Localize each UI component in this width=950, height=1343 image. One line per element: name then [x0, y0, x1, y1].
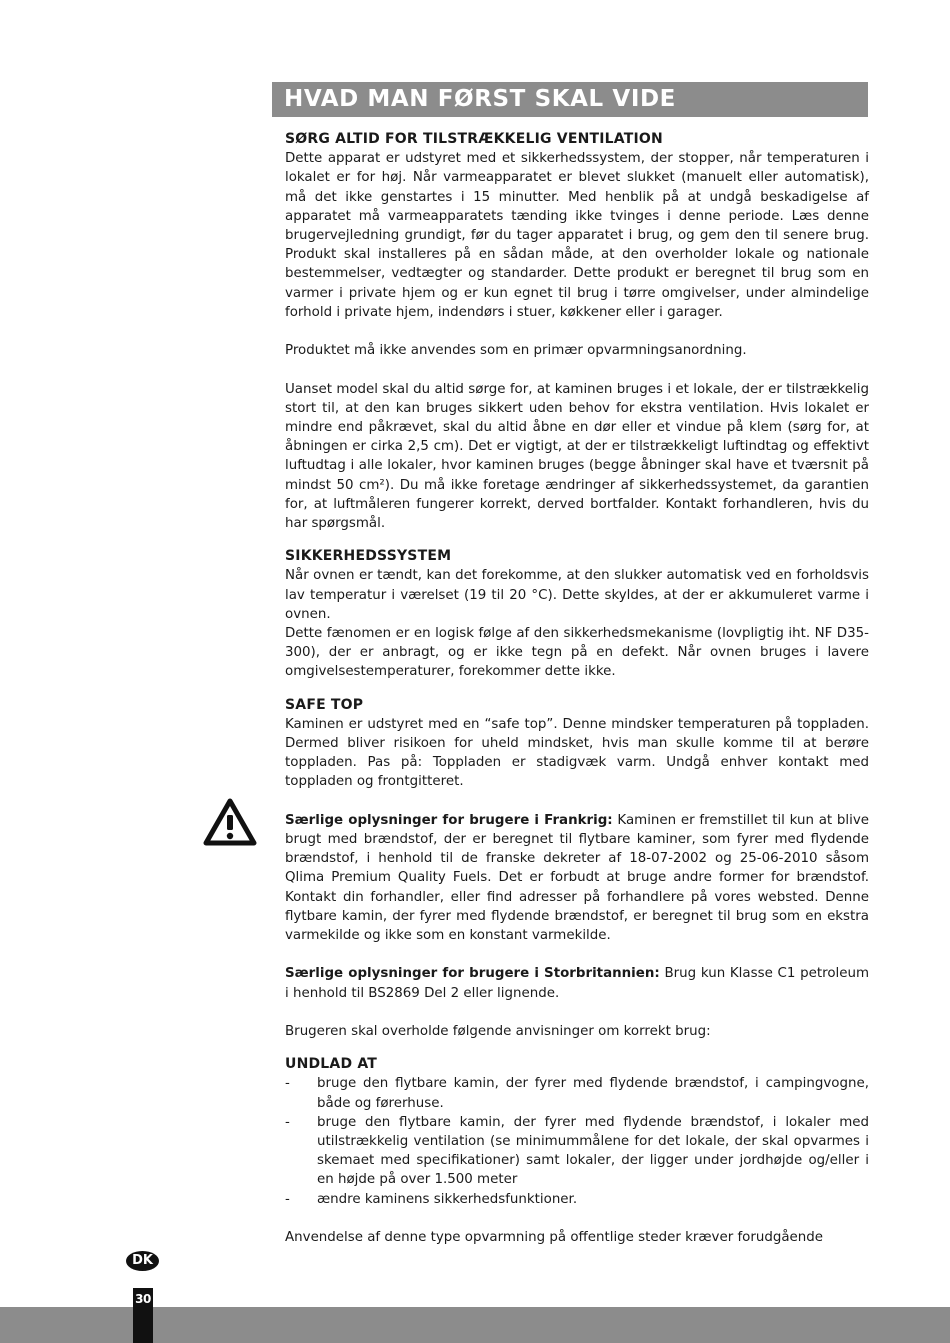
list-item-text: bruge den flytbare kamin, der fyrer med flydende brændstof, i campingvogne, både og førerhuse. — [317, 1076, 869, 1111]
list-item — [285, 1074, 869, 1112]
uk-text: Brug kun Klasse C1 petroleum i henhold til BS2869 Del 2 eller lignende. — [285, 966, 869, 1001]
list-item — [285, 1113, 869, 1190]
avoid-list — [285, 1074, 869, 1208]
section-title: HVAD MAN FØRST SKAL VIDE — [284, 86, 676, 112]
page-number-tab — [133, 1288, 153, 1343]
heading-safety-system: SIKKERHEDSSYSTEM — [285, 548, 452, 565]
heading-safe-top: SAFE TOP — [285, 696, 364, 713]
document-body — [285, 130, 869, 1247]
paragraph-ventilation-3: Uanset model skal du altid sørge for, at kaminen bruges i et lokale, der er tilstrækkelig stort til, at den kan bruges sikkert uden behov for ekstra ventilation. Hvis lokalet er mindre end påkrævet, skal du altid åbne en dør eller et vindue på klem (sørg for, at åbningen er cirka 2,5 cm). Det er vigtigt, at der er tilstrækkeligt luftindtag og effektivt luftudtag i alle lokaler, hvor kaminen bruges (begge åbninger skal have et tværsnit på mindst 50 cm²). Du må ikke foretage ændringer af sikkerhedssystemet, da garantien for, at luftmåleren fungerer korrekt, derved bortfalder. Kontakt forhandleren, hvis du har spørgsmål. — [285, 381, 869, 532]
page-number: 30 — [135, 1292, 151, 1306]
list-item-text: bruge den flytbare kamin, der fyrer med flydende brændstof, i lokaler med utilstrækkelig ventilation (se minimummålene for det lokale, der skal opvarmes i skemaet med specifikationer) samt lokaler, der ligger under jordhøjde og/eller i en højde på over 1.500 meter — [317, 1114, 869, 1188]
dash-bullet: - — [285, 1191, 290, 1207]
warning-triangle-icon — [203, 798, 257, 846]
heading-avoid: UNDLAD AT — [285, 1056, 378, 1073]
heading-ventilation: SØRG ALTID FOR TILSTRÆKKELIG VENTILATION — [285, 131, 663, 147]
language-badge: DK — [126, 1251, 159, 1271]
list-item — [285, 1190, 869, 1209]
dash-bullet: - — [285, 1114, 290, 1130]
paragraph-safe-top: Kaminen er udstyret med en “safe top”. Denne mindsker temperaturen på toppladen. Dermed bliver risikoen for uheld mindsket, hvis man skulle komme til at berøre toppladen. Pas på: Toppladen er stadigvæk varm. Undgå enhver kontakt med toppladen og frontgitteret. — [285, 716, 869, 790]
dash-bullet: - — [285, 1076, 290, 1092]
paragraph-closing: Anvendelse af denne type opvarmning på offentlige steder kræver forudgående — [285, 1230, 824, 1246]
paragraph-france — [285, 811, 869, 945]
list-item-text: ændre kaminens sikkerhedsfunktioner. — [317, 1191, 578, 1207]
section-title-bar — [272, 82, 868, 117]
paragraph-ventilation-2: Produktet må ikke anvendes som en primær opvarmningsanordning. — [285, 343, 747, 359]
france-label: Særlige oplysninger for brugere i Frankrig: — [285, 812, 613, 828]
paragraph-safety-1: Når ovnen er tændt, kan det forekomme, at den slukker automatisk ved en forholdsvis lav temperatur i værelset (19 til 20 °C). Dette skyldes, at der er akkumuleret varme i ovnen. — [285, 568, 869, 622]
uk-label: Særlige oplysninger for brugere i Storbritannien: — [285, 966, 660, 982]
paragraph-safety-2: Dette fænomen er en logisk følge af den sikkerhedsmekanisme (lovpligtig iht. NF D35-300), der er anbragt, og er ikke tegn på en defekt. Når ovnen bruges i lavere omgivelsestemperaturer, forekommer dette ikke. — [285, 626, 869, 680]
paragraph-ventilation-1: Dette apparat er udstyret med et sikkerhedssystem, der stopper, når temperaturen i lokalet er for høj. Når varmeapparatet er blevet slukket (manuelt eller automatisk), må det ikke genstartes i 15 minutter. Med henblik på at undgå beskadigelse af apparatet må varmeapparatets tænding ikke tvinges i denne periode. Læs denne brugervejledning grundigt, før du tager apparatet i brug, og gem den til senere brug. Produkt skal installeres på en sådan måde, at den overholder lokale og nationale bestemmelser, vedtægter og standarder. Dette produkt er beregnet til brug som en varmer i private hjem og er kun egnet til brug i tørre omgivelser, under almindelige forhold i private hjem, indendørs i stuer, køkkener eller i garager. — [285, 151, 869, 320]
paragraph-uk — [285, 964, 869, 1002]
paragraph-intro: Brugeren skal overholde følgende anvisninger om korrekt brug: — [285, 1024, 711, 1040]
france-text: Kaminen er fremstillet til kun at blive brugt med brændstof, der er beregnet til flytbare kaminer, som fyrer med flydende brændstof, i henhold til de franske dekreter af 18-07-2002 og 25-06-2010 såsom Qlima Premium Quality Fuels. Det er forbudt at bruge andre former for brændstof. Kontakt din forhandler, eller find adresser på forhandlere på vores websted. Denne flytbare kamin, der fyrer med flydende brændstof, er beregnet til brug som en ekstra varmekilde og ikke som en konstant varmekilde. — [285, 812, 869, 944]
